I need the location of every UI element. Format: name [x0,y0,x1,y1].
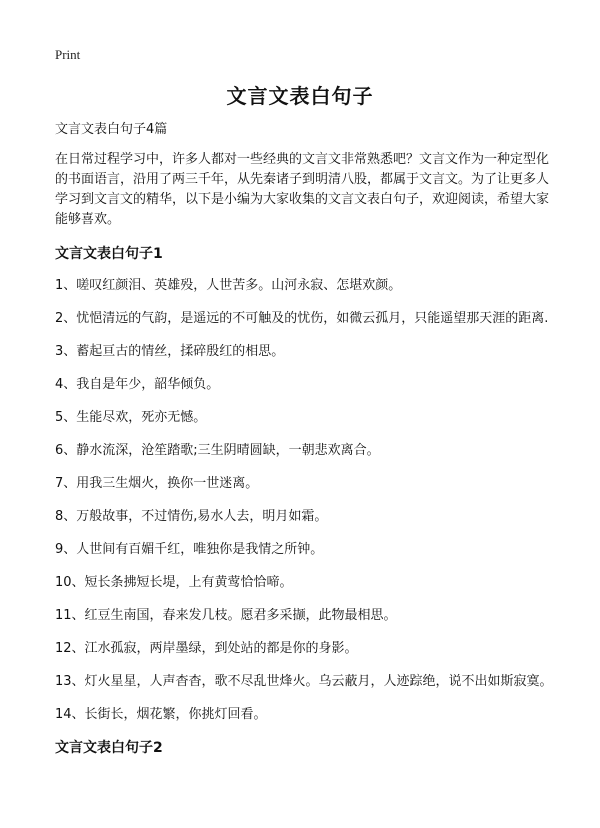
intro-paragraph: 在日常过程学习中，许多人都对一些经典的文言文非常熟悉吧？文言文作为一种定型化的书面语言，沿用了两三千年，从先秦诸子到明清八股，都属于文言文。为了让更多人学习到文言文的精华，以下是小编为大家收集的文言文表白句子，欢迎阅读，希望大家能够喜欢。 [55,152,550,227]
list-item: 6、静水流深，沧笙踏歌;三生阴晴圆缺，一朝悲欢离合。 [55,443,380,458]
document-body [55,120,555,770]
list-item: 3、蓄起亘古的情丝，揉碎殷红的相思。 [55,344,285,359]
sentence-list [55,276,555,725]
page-title: 文言文表白句子 [226,84,374,108]
list-item: 13、灯火星星，人声杳杳，歌不尽乱世烽火。乌云蔽月，人迹踪绝，说不出如斯寂寞。 [55,674,553,689]
list-item: 9、人世间有百媚千红，唯独你是我情之所钟。 [55,542,324,557]
list-item: 11、红豆生南国，春来发几枝。愿君多采撷，此物最相思。 [55,608,397,623]
list-item: 1、嗟叹红颜泪、英雄殁，人世苦多。山河永寂、怎堪欢颜。 [55,278,402,293]
section-heading-2: 文言文表白句子2 [55,740,163,756]
list-item: 5、生能尽欢，死亦无憾。 [55,410,207,425]
list-item: 7、用我三生烟火，换你一世迷离。 [55,476,259,491]
list-item: 10、短长条拂短长堤，上有黄莺恰恰啼。 [55,575,293,590]
list-item: 8、万般故事，不过情伤,易水人去，明月如霜。 [55,509,328,524]
list-item: 4、我自是年少，韶华倾负。 [55,377,220,392]
list-item: 12、江水孤寂，两岸墨绿，到处站的都是你的身影。 [55,641,358,656]
document-subtitle: 文言文表白句子4篇 [55,122,168,137]
list-item: 2、忧悒清远的气韵，是遥远的不可触及的忧伤，如微云孤月，只能遥望那天涯的距离. [55,311,549,326]
section-heading-1: 文言文表白句子1 [55,246,163,262]
list-item: 14、长街长，烟花繁，你挑灯回看。 [55,707,267,722]
print-label: Print [55,47,81,62]
